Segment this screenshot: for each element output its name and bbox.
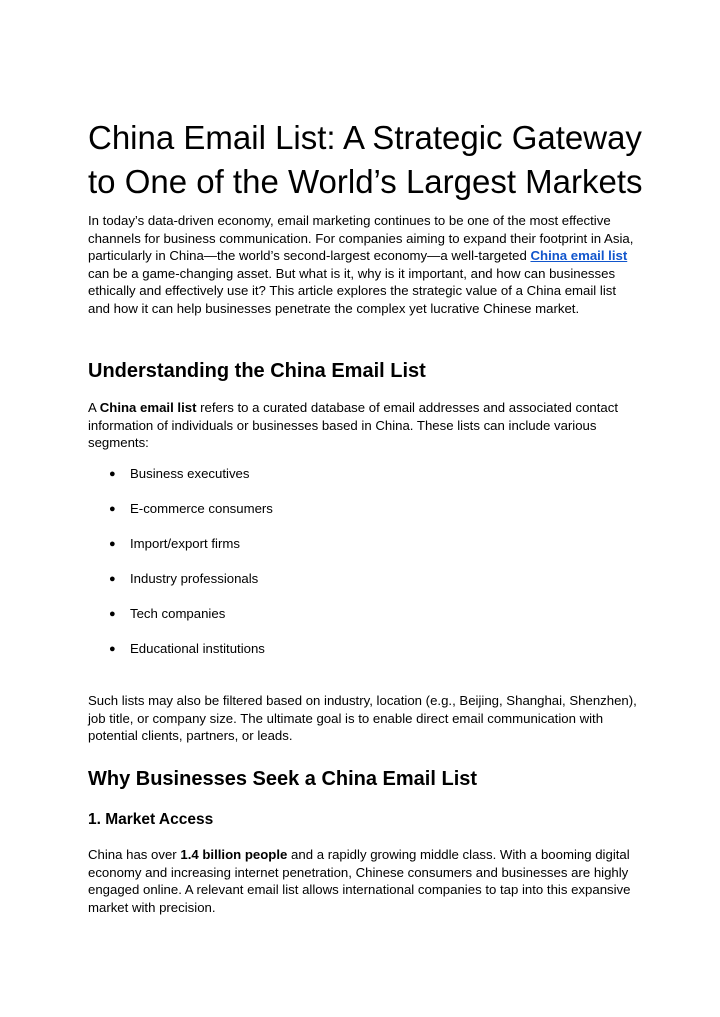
definition-prefix: A bbox=[88, 400, 100, 415]
list-item bbox=[88, 535, 588, 570]
document-title: China Email List: A Strategic Gateway to One of the World’s Largest Markets bbox=[88, 119, 643, 200]
filtering-paragraph: Such lists may also be filtered based on industry, location (e.g., Beijing, Shanghai, Shenzhen), job title, or company size. The ultimate goal is to enable direct email communication with potential clients, partners, or leads. bbox=[88, 693, 637, 744]
list-item bbox=[88, 500, 588, 535]
list-item-label: Educational institutions bbox=[130, 641, 265, 656]
section-heading-why-businesses: Why Businesses Seek a China Email List bbox=[88, 768, 478, 790]
intro-text-before-link: In today’s data-driven economy, email marketing continues to be one of the most effective channels for business communication. For companies aiming to expand their footprint in Asia, particularly in China—the world’s second-largest economy—a well-targeted bbox=[88, 213, 634, 264]
list-item-label: Tech companies bbox=[130, 606, 226, 621]
market-access-paragraph bbox=[88, 846, 638, 916]
segment-list bbox=[88, 465, 588, 675]
china-email-list-link[interactable]: China email list bbox=[530, 248, 628, 264]
list-item-label: Industry professionals bbox=[130, 571, 259, 586]
bullet-icon: ● bbox=[109, 643, 116, 655]
bullet-icon: ● bbox=[109, 538, 116, 550]
intro-text-after-link: can be a game-changing asset. But what is it, why is it important, and how can businesses ethically and effectively use it? This article explores the strategic value of a China email list and how it can help businesses penetrate the complex yet lucrative Chinese market. bbox=[88, 265, 617, 316]
bullet-icon: ● bbox=[109, 503, 116, 515]
bullet-icon: ● bbox=[109, 608, 116, 620]
definition-paragraph bbox=[88, 399, 638, 452]
list-item-label: Import/export firms bbox=[130, 536, 240, 551]
market-access-prefix: China has over bbox=[88, 847, 181, 862]
list-item-label: E-commerce consumers bbox=[130, 501, 273, 516]
list-item bbox=[88, 605, 588, 640]
list-item bbox=[88, 465, 588, 500]
intro-paragraph bbox=[88, 212, 638, 318]
list-item bbox=[88, 640, 588, 675]
definition-rest: refers to a curated database of email addresses and associated contact information of individuals or businesses based in China. These lists can include various segments: bbox=[88, 400, 619, 451]
bullet-icon: ● bbox=[109, 573, 116, 585]
section-heading-understanding: Understanding the China Email List bbox=[88, 360, 426, 382]
list-item bbox=[88, 570, 588, 605]
population-bold: 1.4 billion people bbox=[180, 847, 288, 862]
list-item-label: Business executives bbox=[130, 466, 250, 481]
market-access-rest: and a rapidly growing middle class. With a booming digital economy and increasing internet penetration, Chinese consumers and businesses are highly engaged online. A relevant email list allows international companies to tap into this expansive market with precision. bbox=[88, 847, 631, 915]
subheading-market-access: 1. Market Access bbox=[88, 811, 214, 828]
definition-bold-term: China email list bbox=[99, 400, 197, 415]
bullet-icon: ● bbox=[109, 468, 116, 480]
